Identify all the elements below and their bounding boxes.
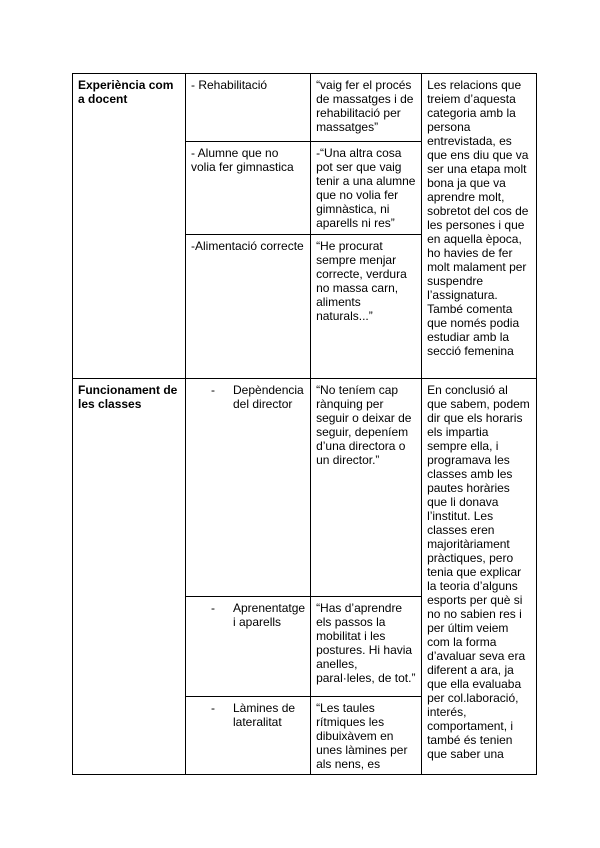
- analysis-cell: [422, 379, 537, 775]
- subcategory-cell: [186, 379, 311, 597]
- analysis-text: En conclusió al que sabem, podem dir que els horaris els impartia sempre ella, i programava les classes amb les pautes horàries que li donava l’institut. Les classes eren majoritàriament pràctiques, pero tenia que explicar la teoria d’alguns esports per què si no no sabien res i per últim veiem com la forma d’avaluar seva era diferent a ara, ja que ella evaluaba per col.laboració, interés, comportament, i també és tenien que saber una: [427, 383, 530, 761]
- quote-text: “Les taules rítmiques les dibuixàvem en unes làmines per als nens, es: [316, 701, 408, 771]
- quote-text: “Has d’aprendre els passos la mobilitat i les postures. Hi havia anelles, paral·leles, de tot.”: [316, 601, 416, 685]
- category-label: Experiència com a docent: [78, 78, 174, 106]
- quote-cell: [311, 235, 422, 379]
- dash-bullet: -: [211, 701, 215, 715]
- subcategory-cell: [186, 142, 311, 235]
- category-label: Funcionament de les classes: [78, 383, 178, 411]
- table-row: [73, 74, 537, 142]
- analysis-text: Les relacions que treiem d’aquesta categoria amb la persona entrevistada, es que ens diu que va ser una etapa molt bona ja que va aprendre molt, sobretot del cos de les persones i que en aquella època, ho havies de fer molt malament per suspendre l’assignatura. També comenta que només podia estudiar amb la secció femenina: [427, 78, 529, 358]
- subcategory-label: - Alumne que no volia fer gimnastica: [191, 146, 294, 174]
- quote-text: -“Una altra cosa pot ser que vaig tenir a una alumne que no volia fer gimnàstica, ni aparells ni res”: [316, 146, 416, 230]
- quote-cell: [311, 379, 422, 597]
- subcategory-cell: [186, 697, 311, 775]
- subcategory-label: -Alimentació correcte: [191, 239, 304, 253]
- subcategory-label: Depèndencia del director: [233, 383, 304, 411]
- table-row: [73, 379, 537, 597]
- quote-cell: [311, 597, 422, 697]
- category-cell: [73, 379, 186, 775]
- category-cell: [73, 74, 186, 379]
- quote-cell: [311, 142, 422, 235]
- subcategory-cell: [186, 235, 311, 379]
- quote-cell: [311, 697, 422, 775]
- analysis-cell: [422, 74, 537, 379]
- quote-text: “He procurat sempre menjar correcte, verdura no massa carn, aliments naturals...”: [316, 239, 407, 323]
- quote-text: “vaig fer el procés de massatges i de rehabilitació per massatges”: [316, 78, 414, 134]
- subcategory-item: [191, 701, 305, 729]
- dash-bullet: -: [211, 383, 215, 397]
- subcategory-label: - Rehabilitació: [191, 78, 268, 92]
- interview-analysis-table: [72, 73, 537, 775]
- quote-cell: [311, 74, 422, 142]
- subcategory-item: [191, 383, 305, 411]
- quote-text: “No teníem cap rànquing per seguir o deixar de seguir, depeníem d’una directora o un director.”: [316, 383, 412, 467]
- subcategory-label: Làmines de lateralitat: [233, 701, 296, 729]
- subcategory-cell: [186, 597, 311, 697]
- subcategory-cell: [186, 74, 311, 142]
- subcategory-item: [191, 601, 305, 629]
- subcategory-label: Aprenentatge i aparells: [233, 601, 306, 629]
- dash-bullet: -: [211, 601, 215, 615]
